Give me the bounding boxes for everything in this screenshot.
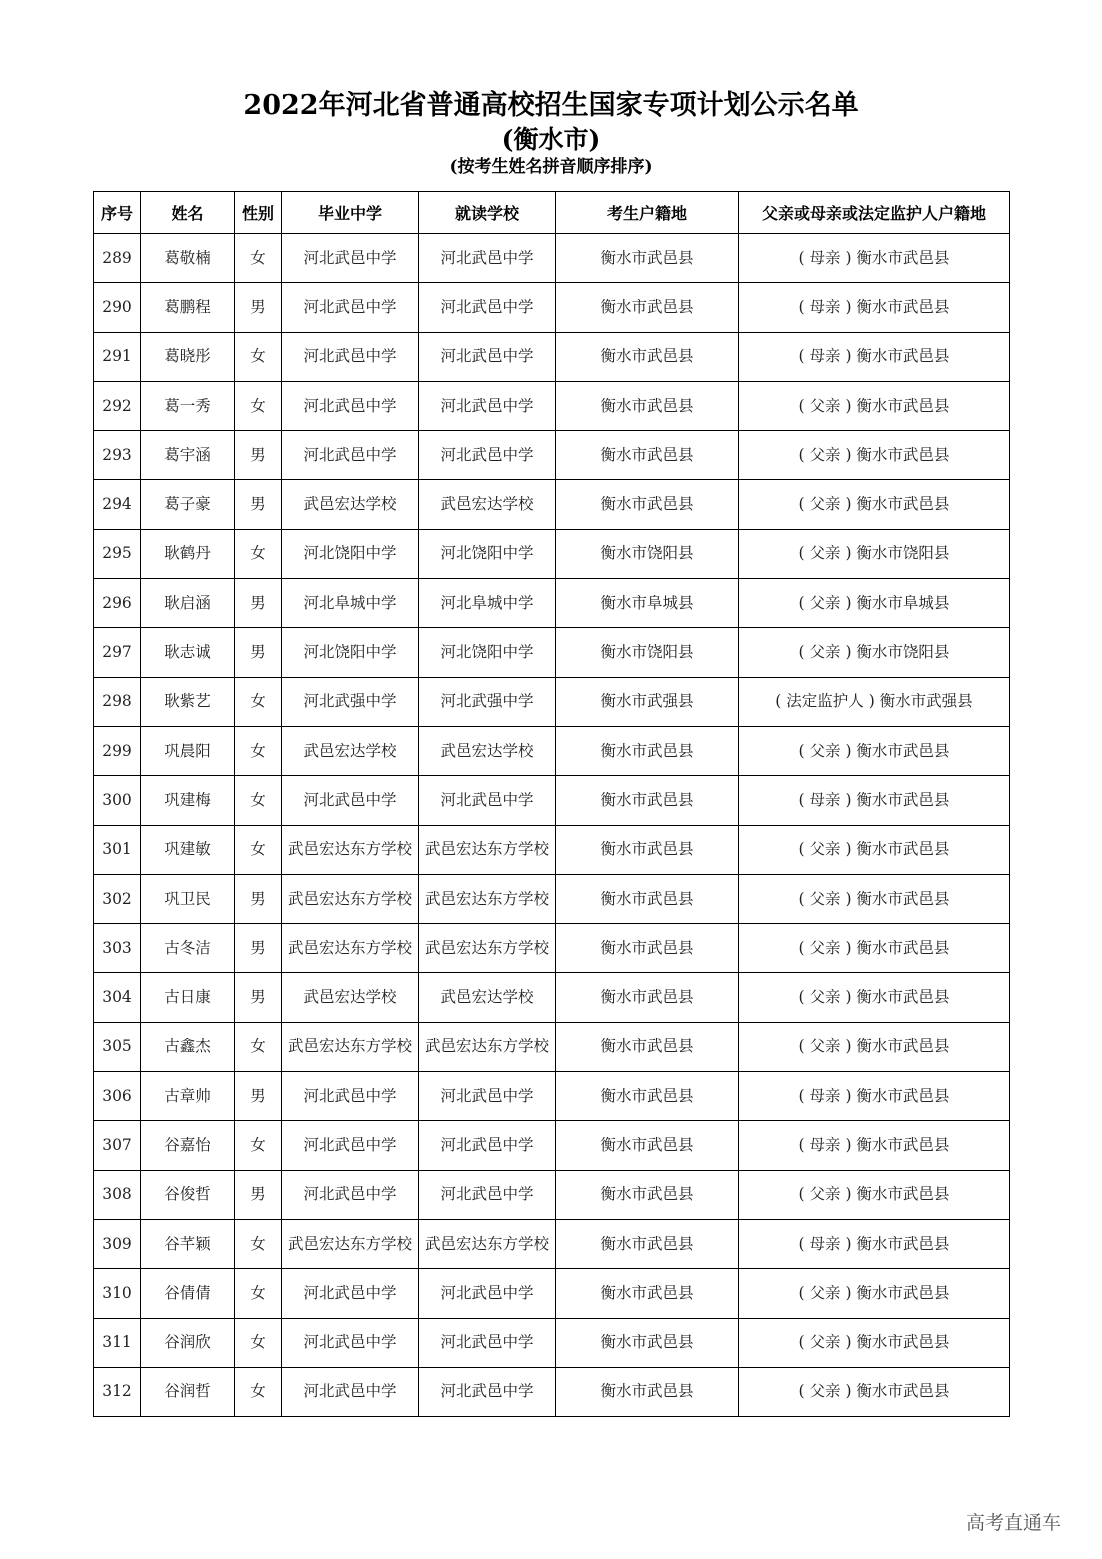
cell-guardian-residence: ( 母亲 ) 衡水市武邑县 <box>739 1072 1010 1121</box>
cell-guardian-residence: ( 母亲 ) 衡水市武邑县 <box>739 332 1010 381</box>
cell-name: 谷芊颖 <box>141 1219 235 1268</box>
cell-graduated-school: 河北武邑中学 <box>282 1318 419 1367</box>
cell-guardian-residence: ( 父亲 ) 衡水市武邑县 <box>739 1022 1010 1071</box>
table-row <box>94 234 1010 283</box>
cell-guardian-residence: ( 父亲 ) 衡水市武邑县 <box>739 825 1010 874</box>
cell-name: 葛敬楠 <box>141 234 235 283</box>
cell-guardian-residence: ( 父亲 ) 衡水市武邑县 <box>739 1367 1010 1416</box>
cell-guardian-residence: ( 父亲 ) 衡水市武邑县 <box>739 924 1010 973</box>
cell-current-school: 河北武强中学 <box>419 677 556 726</box>
cell-student-residence: 衡水市饶阳县 <box>556 529 739 578</box>
table-header-row <box>94 192 1010 234</box>
cell-guardian-residence: ( 父亲 ) 衡水市武邑县 <box>739 874 1010 923</box>
table-row <box>94 874 1010 923</box>
cell-current-school: 河北阜城中学 <box>419 579 556 628</box>
cell-index: 289 <box>94 234 141 283</box>
table-body <box>94 234 1010 1417</box>
cell-graduated-school: 河北武邑中学 <box>282 1170 419 1219</box>
cell-current-school: 武邑宏达东方学校 <box>419 874 556 923</box>
table-row <box>94 677 1010 726</box>
cell-student-residence: 衡水市武邑县 <box>556 1318 739 1367</box>
cell-index: 309 <box>94 1219 141 1268</box>
document-subtitle-sort-note: (按考生姓名拼音顺序排序) <box>449 157 653 177</box>
cell-index: 294 <box>94 480 141 529</box>
cell-student-residence: 衡水市武邑县 <box>556 283 739 332</box>
table-row <box>94 1072 1010 1121</box>
cell-student-residence: 衡水市武邑县 <box>556 1367 739 1416</box>
cell-current-school: 河北武邑中学 <box>419 332 556 381</box>
cell-current-school: 河北饶阳中学 <box>419 529 556 578</box>
table-row <box>94 529 1010 578</box>
table-row <box>94 283 1010 332</box>
cell-student-residence: 衡水市武邑县 <box>556 234 739 283</box>
cell-gender: 女 <box>235 677 282 726</box>
cell-graduated-school: 河北武邑中学 <box>282 431 419 480</box>
table-row <box>94 381 1010 430</box>
cell-current-school: 武邑宏达东方学校 <box>419 1022 556 1071</box>
cell-name: 古鑫杰 <box>141 1022 235 1071</box>
cell-current-school: 武邑宏达学校 <box>419 973 556 1022</box>
cell-gender: 女 <box>235 332 282 381</box>
cell-guardian-residence: ( 父亲 ) 衡水市武邑县 <box>739 381 1010 430</box>
cell-student-residence: 衡水市武邑县 <box>556 1022 739 1071</box>
cell-gender: 男 <box>235 628 282 677</box>
header-graduated-school: 毕业中学 <box>282 192 419 234</box>
cell-index: 303 <box>94 924 141 973</box>
cell-name: 葛一秀 <box>141 381 235 430</box>
cell-guardian-residence: ( 法定监护人 ) 衡水市武强县 <box>739 677 1010 726</box>
table-row <box>94 1367 1010 1416</box>
cell-name: 古章帅 <box>141 1072 235 1121</box>
table-row <box>94 332 1010 381</box>
cell-name: 谷润欣 <box>141 1318 235 1367</box>
cell-index: 308 <box>94 1170 141 1219</box>
cell-gender: 女 <box>235 1219 282 1268</box>
cell-index: 298 <box>94 677 141 726</box>
cell-index: 297 <box>94 628 141 677</box>
cell-current-school: 河北饶阳中学 <box>419 628 556 677</box>
cell-current-school: 河北武邑中学 <box>419 381 556 430</box>
cell-student-residence: 衡水市武邑县 <box>556 874 739 923</box>
cell-current-school: 河北武邑中学 <box>419 1072 556 1121</box>
cell-current-school: 河北武邑中学 <box>419 431 556 480</box>
table-row <box>94 1269 1010 1318</box>
cell-guardian-residence: ( 父亲 ) 衡水市武邑县 <box>739 1170 1010 1219</box>
table-row <box>94 1121 1010 1170</box>
cell-graduated-school: 河北武邑中学 <box>282 1072 419 1121</box>
table-row <box>94 1219 1010 1268</box>
cell-gender: 男 <box>235 874 282 923</box>
cell-name: 谷润哲 <box>141 1367 235 1416</box>
header-guardian-residence: 父亲或母亲或法定监护人户籍地 <box>739 192 1010 234</box>
header-gender: 性别 <box>235 192 282 234</box>
cell-graduated-school: 河北饶阳中学 <box>282 628 419 677</box>
cell-guardian-residence: ( 父亲 ) 衡水市饶阳县 <box>739 628 1010 677</box>
cell-index: 307 <box>94 1121 141 1170</box>
cell-name: 谷倩倩 <box>141 1269 235 1318</box>
cell-gender: 女 <box>235 776 282 825</box>
cell-name: 耿志诚 <box>141 628 235 677</box>
cell-graduated-school: 河北武邑中学 <box>282 1269 419 1318</box>
cell-student-residence: 衡水市饶阳县 <box>556 628 739 677</box>
cell-guardian-residence: ( 父亲 ) 衡水市武邑县 <box>739 1318 1010 1367</box>
cell-guardian-residence: ( 母亲 ) 衡水市武邑县 <box>739 1121 1010 1170</box>
table-row <box>94 726 1010 775</box>
cell-student-residence: 衡水市武邑县 <box>556 825 739 874</box>
roster-table <box>93 191 1010 1417</box>
cell-index: 299 <box>94 726 141 775</box>
cell-index: 292 <box>94 381 141 430</box>
cell-gender: 女 <box>235 1269 282 1318</box>
cell-student-residence: 衡水市武邑县 <box>556 480 739 529</box>
cell-gender: 男 <box>235 1072 282 1121</box>
table-row <box>94 1022 1010 1071</box>
cell-gender: 女 <box>235 1121 282 1170</box>
cell-current-school: 武邑宏达东方学校 <box>419 1219 556 1268</box>
table-row <box>94 1318 1010 1367</box>
cell-graduated-school: 武邑宏达东方学校 <box>282 1022 419 1071</box>
header-index: 序号 <box>94 192 141 234</box>
cell-student-residence: 衡水市武邑县 <box>556 431 739 480</box>
cell-index: 295 <box>94 529 141 578</box>
table-row <box>94 431 1010 480</box>
cell-guardian-residence: ( 父亲 ) 衡水市武邑县 <box>739 480 1010 529</box>
cell-current-school: 武邑宏达学校 <box>419 480 556 529</box>
cell-name: 谷俊哲 <box>141 1170 235 1219</box>
cell-index: 296 <box>94 579 141 628</box>
cell-student-residence: 衡水市武邑县 <box>556 776 739 825</box>
header-current-school: 就读学校 <box>419 192 556 234</box>
cell-graduated-school: 武邑宏达东方学校 <box>282 825 419 874</box>
watermark-text: 高考直通车 <box>966 1512 1062 1534</box>
document-title: 2022年河北省普通高校招生国家专项计划公示名单 <box>243 90 859 121</box>
cell-graduated-school: 武邑宏达东方学校 <box>282 874 419 923</box>
cell-gender: 男 <box>235 973 282 1022</box>
cell-student-residence: 衡水市武邑县 <box>556 1170 739 1219</box>
cell-index: 293 <box>94 431 141 480</box>
cell-guardian-residence: ( 母亲 ) 衡水市武邑县 <box>739 776 1010 825</box>
cell-name: 古冬洁 <box>141 924 235 973</box>
cell-index: 305 <box>94 1022 141 1071</box>
cell-current-school: 河北武邑中学 <box>419 1170 556 1219</box>
header-student-residence: 考生户籍地 <box>556 192 739 234</box>
cell-student-residence: 衡水市武强县 <box>556 677 739 726</box>
cell-guardian-residence: ( 父亲 ) 衡水市阜城县 <box>739 579 1010 628</box>
cell-index: 304 <box>94 973 141 1022</box>
cell-current-school: 武邑宏达东方学校 <box>419 924 556 973</box>
cell-graduated-school: 武邑宏达学校 <box>282 973 419 1022</box>
cell-current-school: 河北武邑中学 <box>419 283 556 332</box>
cell-gender: 女 <box>235 234 282 283</box>
cell-gender: 女 <box>235 825 282 874</box>
cell-graduated-school: 河北武邑中学 <box>282 283 419 332</box>
cell-name: 葛晓彤 <box>141 332 235 381</box>
cell-graduated-school: 河北武邑中学 <box>282 234 419 283</box>
cell-name: 葛鹏程 <box>141 283 235 332</box>
cell-name: 葛子豪 <box>141 480 235 529</box>
cell-gender: 女 <box>235 726 282 775</box>
cell-graduated-school: 河北武邑中学 <box>282 1367 419 1416</box>
cell-current-school: 河北武邑中学 <box>419 776 556 825</box>
cell-student-residence: 衡水市武邑县 <box>556 332 739 381</box>
cell-graduated-school: 武邑宏达学校 <box>282 480 419 529</box>
cell-index: 300 <box>94 776 141 825</box>
cell-graduated-school: 河北武邑中学 <box>282 332 419 381</box>
cell-graduated-school: 河北武强中学 <box>282 677 419 726</box>
table-row <box>94 924 1010 973</box>
cell-current-school: 河北武邑中学 <box>419 1367 556 1416</box>
table-row <box>94 973 1010 1022</box>
cell-gender: 男 <box>235 579 282 628</box>
cell-graduated-school: 河北武邑中学 <box>282 1121 419 1170</box>
header-name: 姓名 <box>141 192 235 234</box>
cell-student-residence: 衡水市武邑县 <box>556 1072 739 1121</box>
cell-name: 葛宇涵 <box>141 431 235 480</box>
cell-student-residence: 衡水市武邑县 <box>556 381 739 430</box>
table-row <box>94 1170 1010 1219</box>
cell-name: 巩卫民 <box>141 874 235 923</box>
cell-index: 290 <box>94 283 141 332</box>
cell-graduated-school: 武邑宏达东方学校 <box>282 1219 419 1268</box>
cell-student-residence: 衡水市武邑县 <box>556 924 739 973</box>
cell-graduated-school: 武邑宏达学校 <box>282 726 419 775</box>
cell-gender: 男 <box>235 480 282 529</box>
table-row <box>94 776 1010 825</box>
cell-graduated-school: 河北阜城中学 <box>282 579 419 628</box>
cell-graduated-school: 河北武邑中学 <box>282 776 419 825</box>
cell-index: 291 <box>94 332 141 381</box>
cell-guardian-residence: ( 父亲 ) 衡水市武邑县 <box>739 431 1010 480</box>
cell-name: 古日康 <box>141 973 235 1022</box>
document-subtitle-city: (衡水市) <box>501 125 601 154</box>
cell-guardian-residence: ( 母亲 ) 衡水市武邑县 <box>739 1219 1010 1268</box>
cell-student-residence: 衡水市武邑县 <box>556 1219 739 1268</box>
cell-student-residence: 衡水市阜城县 <box>556 579 739 628</box>
cell-guardian-residence: ( 母亲 ) 衡水市武邑县 <box>739 234 1010 283</box>
cell-graduated-school: 武邑宏达东方学校 <box>282 924 419 973</box>
cell-gender: 女 <box>235 381 282 430</box>
cell-current-school: 武邑宏达东方学校 <box>419 825 556 874</box>
cell-current-school: 河北武邑中学 <box>419 1121 556 1170</box>
cell-current-school: 河北武邑中学 <box>419 1318 556 1367</box>
cell-index: 301 <box>94 825 141 874</box>
cell-name: 谷嘉怡 <box>141 1121 235 1170</box>
cell-guardian-residence: ( 父亲 ) 衡水市饶阳县 <box>739 529 1010 578</box>
cell-name: 巩晨阳 <box>141 726 235 775</box>
cell-gender: 女 <box>235 1022 282 1071</box>
cell-gender: 男 <box>235 283 282 332</box>
cell-index: 312 <box>94 1367 141 1416</box>
cell-current-school: 武邑宏达学校 <box>419 726 556 775</box>
cell-index: 311 <box>94 1318 141 1367</box>
cell-student-residence: 衡水市武邑县 <box>556 726 739 775</box>
cell-gender: 女 <box>235 1367 282 1416</box>
cell-guardian-residence: ( 母亲 ) 衡水市武邑县 <box>739 283 1010 332</box>
cell-name: 耿鹤丹 <box>141 529 235 578</box>
cell-current-school: 河北武邑中学 <box>419 1269 556 1318</box>
table-row <box>94 579 1010 628</box>
cell-name: 耿紫艺 <box>141 677 235 726</box>
cell-gender: 女 <box>235 1318 282 1367</box>
table-row <box>94 628 1010 677</box>
cell-index: 306 <box>94 1072 141 1121</box>
cell-name: 巩建敏 <box>141 825 235 874</box>
cell-gender: 男 <box>235 431 282 480</box>
cell-student-residence: 衡水市武邑县 <box>556 1269 739 1318</box>
cell-student-residence: 衡水市武邑县 <box>556 1121 739 1170</box>
cell-name: 巩建梅 <box>141 776 235 825</box>
cell-guardian-residence: ( 父亲 ) 衡水市武邑县 <box>739 1269 1010 1318</box>
cell-current-school: 河北武邑中学 <box>419 234 556 283</box>
cell-guardian-residence: ( 父亲 ) 衡水市武邑县 <box>739 973 1010 1022</box>
cell-guardian-residence: ( 父亲 ) 衡水市武邑县 <box>739 726 1010 775</box>
cell-graduated-school: 河北武邑中学 <box>282 381 419 430</box>
table-row <box>94 825 1010 874</box>
cell-index: 302 <box>94 874 141 923</box>
cell-gender: 女 <box>235 529 282 578</box>
cell-graduated-school: 河北饶阳中学 <box>282 529 419 578</box>
cell-gender: 男 <box>235 924 282 973</box>
table-row <box>94 480 1010 529</box>
cell-student-residence: 衡水市武邑县 <box>556 973 739 1022</box>
cell-index: 310 <box>94 1269 141 1318</box>
cell-name: 耿启涵 <box>141 579 235 628</box>
cell-gender: 男 <box>235 1170 282 1219</box>
